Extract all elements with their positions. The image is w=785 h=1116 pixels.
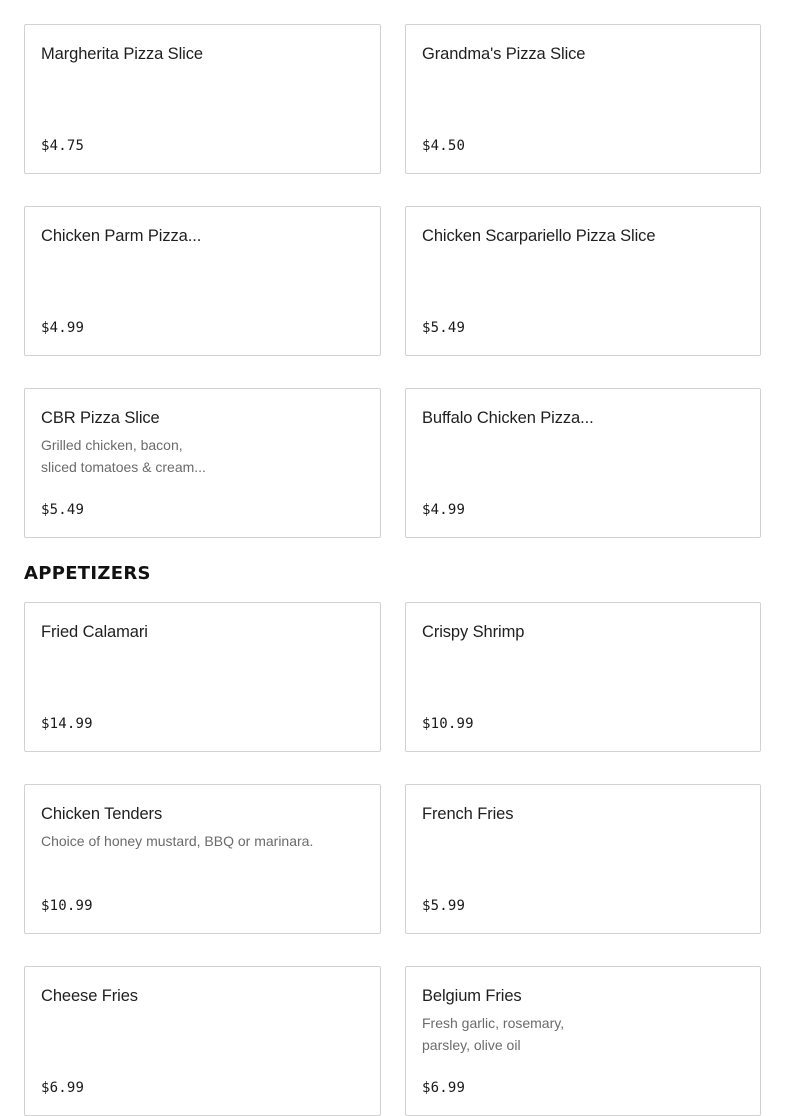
- menu-item-card[interactable]: [405, 784, 761, 934]
- menu-item-card[interactable]: [24, 388, 381, 538]
- item-name: Chicken Parm Pizza...: [41, 227, 202, 245]
- pizza-items-grid: [24, 24, 761, 538]
- section-heading-appetizers: APPETIZERS: [24, 563, 151, 584]
- menu-item-card[interactable]: [405, 602, 761, 752]
- menu-item-card[interactable]: [405, 966, 761, 1116]
- item-name: Chicken Scarpariello Pizza Slice: [422, 227, 656, 245]
- item-price: $6.99: [422, 1080, 466, 1096]
- item-name: Buffalo Chicken Pizza...: [422, 409, 594, 427]
- menu-item-card[interactable]: [405, 206, 761, 356]
- item-name: Cheese Fries: [41, 987, 138, 1005]
- item-price: $4.75: [41, 138, 85, 154]
- item-name: Fried Calamari: [41, 623, 148, 641]
- item-name: CBR Pizza Slice: [41, 409, 160, 427]
- item-price: $4.99: [41, 320, 85, 336]
- item-price: $5.49: [422, 320, 466, 336]
- item-price: $4.99: [422, 502, 466, 518]
- item-price: $5.99: [422, 898, 466, 914]
- item-name: French Fries: [422, 805, 514, 823]
- item-price: $5.49: [41, 502, 85, 518]
- menu-item-card[interactable]: [24, 966, 381, 1116]
- item-name: Margherita Pizza Slice: [41, 45, 203, 63]
- item-name: Belgium Fries: [422, 987, 522, 1005]
- menu-item-card[interactable]: [405, 24, 761, 174]
- item-price: $6.99: [41, 1080, 85, 1096]
- item-description: Choice of honey mustard, BBQ or marinara.: [41, 833, 314, 849]
- item-description: Fresh garlic, rosemary, parsley, olive oil: [422, 1015, 565, 1053]
- menu-item-card[interactable]: [24, 602, 381, 752]
- item-price: $10.99: [422, 716, 474, 732]
- menu-item-card[interactable]: [405, 388, 761, 538]
- menu-item-card[interactable]: [24, 206, 381, 356]
- appetizer-items-grid: [24, 602, 761, 1116]
- item-description: Grilled chicken, bacon, sliced tomatoes & cream...: [41, 437, 206, 475]
- item-name: Crispy Shrimp: [422, 623, 525, 641]
- item-price: $14.99: [41, 716, 93, 732]
- menu-item-card[interactable]: [24, 784, 381, 934]
- item-price: $10.99: [41, 898, 93, 914]
- item-name: Chicken Tenders: [41, 805, 163, 823]
- item-price: $4.50: [422, 138, 466, 154]
- item-name: Grandma's Pizza Slice: [422, 45, 586, 63]
- menu-item-card[interactable]: [24, 24, 381, 174]
